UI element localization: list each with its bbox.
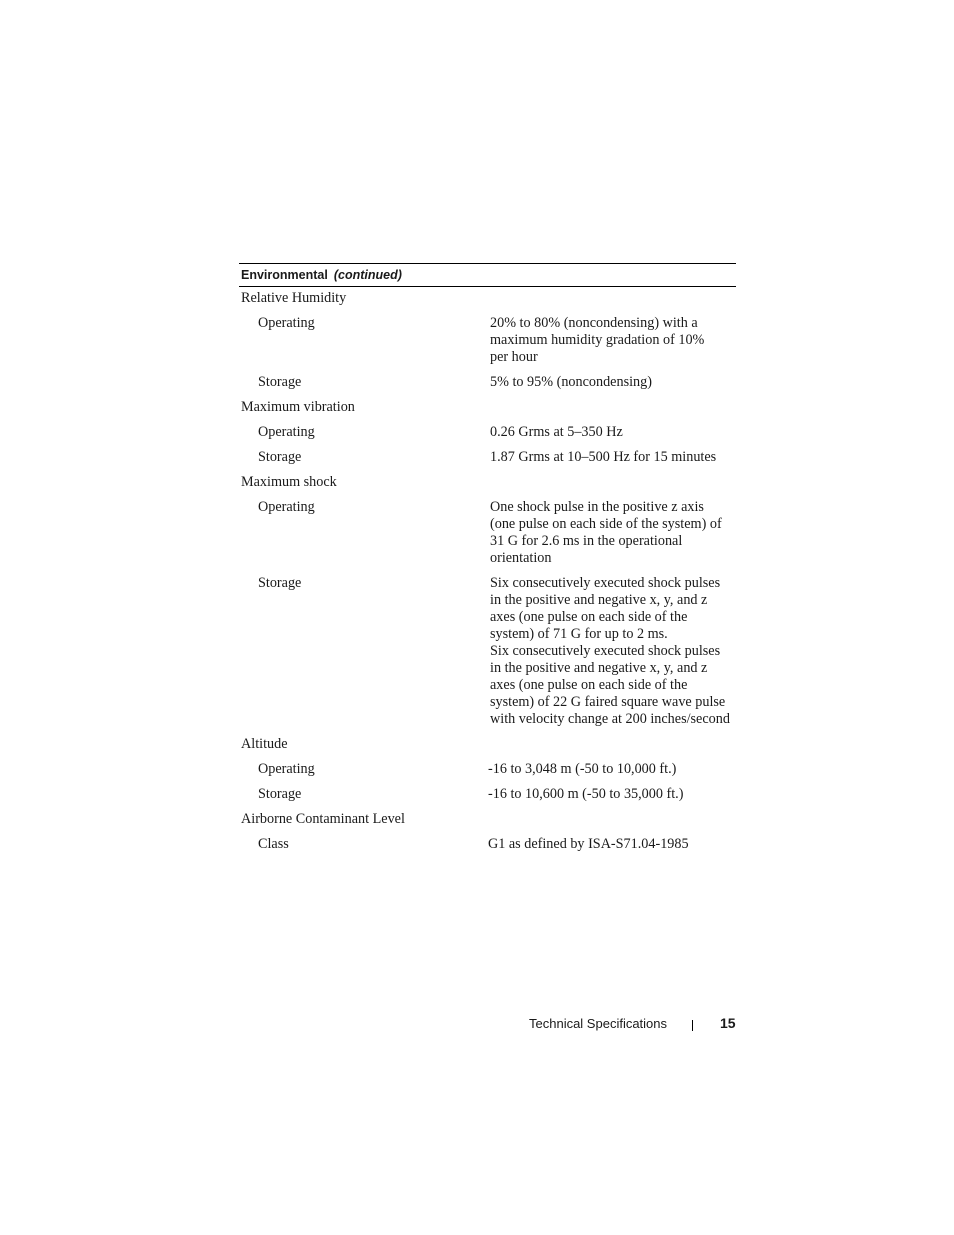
row-label: Relative Humidity [241, 290, 347, 306]
table-row [239, 424, 736, 441]
row-label: Maximum shock [241, 474, 337, 490]
table-row [239, 449, 736, 466]
row-label: Class [258, 836, 289, 852]
row-value [488, 736, 736, 753]
table-row [239, 786, 736, 803]
row-value [488, 290, 736, 307]
row-label: Storage [258, 575, 302, 591]
row-label: Operating [258, 761, 315, 777]
page-footer [0, 1014, 954, 1034]
row-value: -16 to 3,048 m (-50 to 10,000 ft.) [488, 761, 677, 777]
footer-section-title: Technical Specifications [529, 1016, 668, 1031]
table-row [239, 474, 736, 491]
table-continued-label: (continued) [333, 268, 402, 282]
row-label: Operating [258, 424, 315, 440]
row-value: 1.87 Grms at 10–500 Hz for 15 minutes [490, 449, 717, 465]
row-label: Storage [258, 449, 302, 465]
table-row [239, 836, 736, 853]
table-row [239, 315, 736, 366]
spec-table [239, 263, 736, 861]
row-value: -16 to 10,600 m (-50 to 35,000 ft.) [488, 786, 684, 802]
row-label: Airborne Contaminant Level [241, 811, 405, 827]
table-row [239, 399, 736, 416]
row-value: 5% to 95% (noncondensing) [490, 374, 652, 390]
table-title: Environmental [241, 268, 328, 282]
row-label: Maximum vibration [241, 399, 355, 415]
table-row [239, 374, 736, 391]
row-label: Storage [258, 786, 302, 802]
row-label: Altitude [241, 736, 288, 752]
row-label: Operating [258, 315, 315, 331]
row-value [488, 811, 736, 828]
table-row [239, 499, 736, 567]
row-value: 0.26 Grms at 5–350 Hz [490, 424, 623, 440]
footer-separator [692, 1020, 693, 1031]
row-value: Six consecutively executed shock pulses in the positive and negative x, y, and z axes (one pulse on each side of the system) of 71 G for up to 2 ms. Six consecutively executed shock pulses in the positive and negative x, y, and z axes (one pulse on each side of the system) of 22 G faired square wave pulse with velocity change at 200 inches/second [490, 575, 730, 727]
row-value [488, 474, 736, 491]
table-row [239, 736, 736, 753]
row-label: Operating [258, 499, 315, 515]
row-value: G1 as defined by ISA-S71.04-1985 [488, 836, 689, 852]
row-value: 20% to 80% (noncondensing) with a maximum humidity gradation of 10% per hour [490, 315, 705, 365]
table-header [239, 263, 736, 287]
table-row [239, 575, 736, 728]
row-value [488, 399, 736, 416]
table-row [239, 290, 736, 307]
row-label: Storage [258, 374, 302, 390]
row-value: One shock pulse in the positive z axis (one pulse on each side of the system) of 31 G for 2.6 ms in the operational orientation [490, 499, 722, 566]
table-row [239, 811, 736, 828]
table-rows [239, 287, 736, 853]
table-row [239, 761, 736, 778]
page-number: 15 [720, 1015, 736, 1031]
